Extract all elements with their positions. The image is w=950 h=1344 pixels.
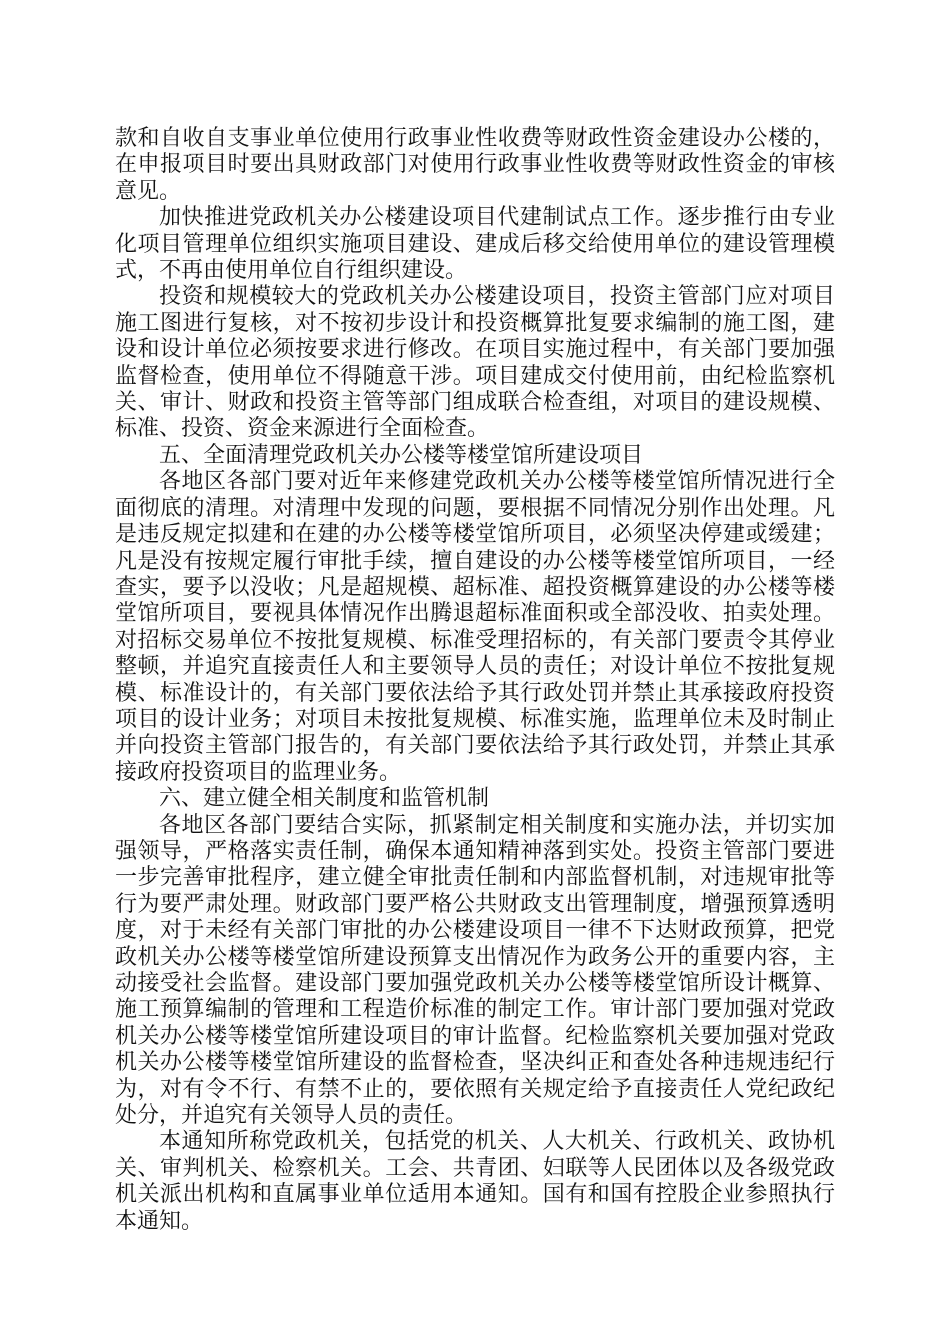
paragraph-cleanup: 各地区各部门要对近年来修建党政机关办公楼等楼堂馆所情况进行全面彻底的清理。对清理中发现的问题，要根据不同情况分别作出处理。凡是违反规定拟建和在建的办公楼等楼堂馆所项目，必须坚决停建或缓建；凡是没有按规定履行审批手续，擅自建设的办公楼等楼堂馆所项目，一经查实，要予以没收；凡是超规模、超标准、超投资概算建设的办公楼等楼堂馆所项目，要视具体情况作出腾退超标准面积或全部没收、拍卖处理。对招标交易单位不按批复规模、标准受理招标的，有关部门要责令其停业整顿，并追究直接责任人和主要领导人员的责任；对设计单位不按批复规模、标准设计的，有关部门要依法给予其行政处罚并禁止其承接政府投资项目的设计业务；对项目未按批复规模、标准实施，监理单位未及时制止并向投资主管部门报告的，有关部门要依法给予其行政处罚，并禁止其承接政府投资项目的监理业务。 xyxy=(115,469,835,785)
paragraph-agent-construction: 加快推进党政机关办公楼建设项目代建制试点工作。逐步推行由专业化项目管理单位组织实施项目建设、建成后移交给使用单位的建设管理模式，不再由使用单位自行组织建设。 xyxy=(115,205,835,284)
paragraph-scope: 本通知所称党政机关，包括党的机关、人大机关、行政机关、政协机关、审判机关、检察机关。工会、共青团、妇联等人民团体以及各级党政机关派出机构和直属事业单位适用本通知。国有和国有控股企业参照执行本通知。 xyxy=(115,1129,835,1234)
paragraph-continuation: 款和自收自支事业单位使用行政事业性收费等财政性资金建设办公楼的，在申报项目时要出具财政部门对使用行政事业性收费等财政性资金的审核意见。 xyxy=(115,126,835,204)
paragraph-oversight: 各地区各部门要结合实际，抓紧制定相关制度和实施办法，并切实加强领导，严格落实责任制，确保本通知精神落到实处。投资主管部门要进一步完善审批程序，建立健全审批责任制和内部监督机制，对违规审批等行为要严肃处理。财政部门要严格公共财政支出管理制度，增强预算透明度，对于未经有关部门审批的办公楼建设项目一律不下达财政预算，把党政机关办公楼等楼堂馆所建设预算支出情况作为政务公开的重要内容，主动接受社会监督。建设部门要加强党政机关办公楼等楼堂馆所设计概算、施工预算编制的管理和工程造价标准的制定工作。审计部门要加强对党政机关办公楼等楼堂馆所建设项目的审计监督。纪检监察机关要加强对党政机关办公楼等楼堂馆所建设的监督检查，坚决纠正和查处各种违规违纪行为，对有令不行、有禁不止的，要依照有关规定给予直接责任人党纪政纪处分，并追究有关领导人员的责任。 xyxy=(115,812,835,1129)
section-heading-six: 六、建立健全相关制度和监管机制 xyxy=(159,786,490,812)
document-body xyxy=(115,126,835,1235)
section-heading-five: 五、全面清理党政机关办公楼等楼堂馆所建设项目 xyxy=(159,442,644,468)
paragraph-investment-review: 投资和规模较大的党政机关办公楼建设项目，投资主管部门应对项目施工图进行复核，对不按初步设计和投资概算批复要求编制的施工图，建设和设计单位必须按要求进行修改。在项目实施过程中，有关部门要加强监督检查，使用单位不得随意干涉。项目建成交付使用前，由纪检监察机关、审计、财政和投资主管等部门组成联合检查组，对项目的建设规模、标准、投资、资金来源进行全面检查。 xyxy=(115,284,835,442)
